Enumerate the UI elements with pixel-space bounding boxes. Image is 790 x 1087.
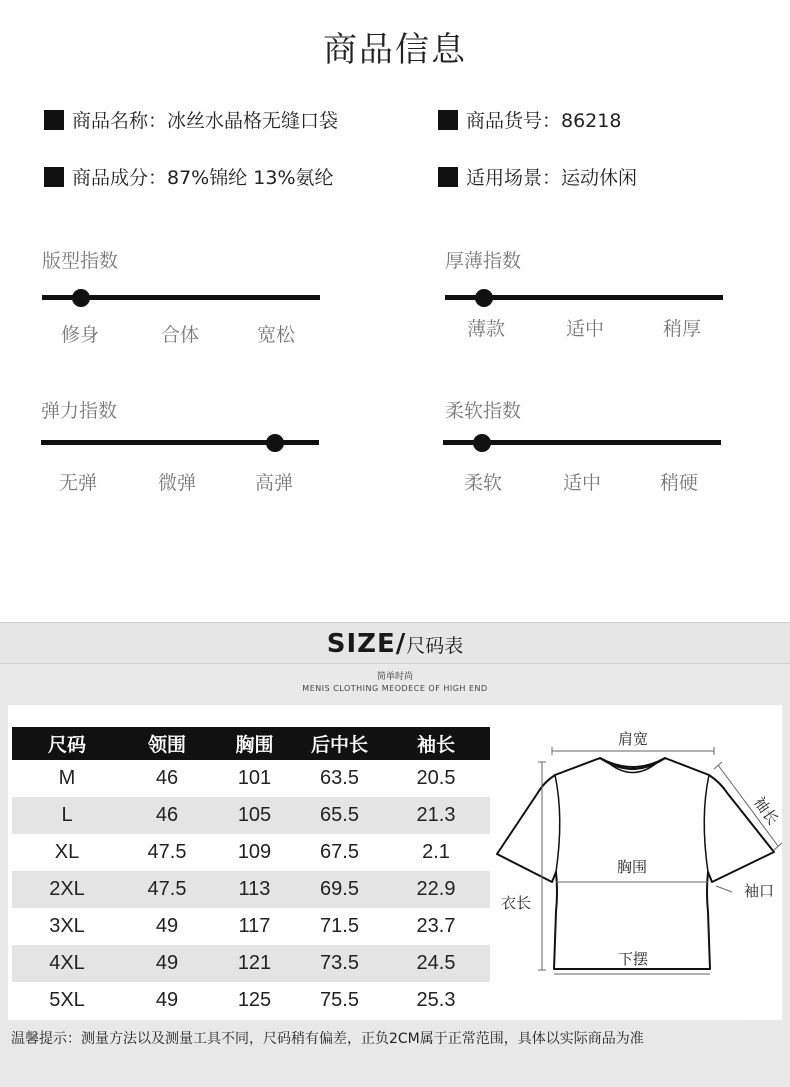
table-cell: 23.7 bbox=[416, 915, 456, 937]
tshirt-measurement-diagram bbox=[492, 722, 782, 1017]
index-label: 微弹 bbox=[157, 472, 196, 494]
table-cell: 49 bbox=[122, 945, 212, 982]
table-cell: 69.5 bbox=[297, 871, 382, 908]
info-scene bbox=[438, 163, 637, 190]
table-row bbox=[12, 945, 490, 982]
index-knob bbox=[473, 434, 491, 452]
material-text: 商品成分：87%锦纶 13%氨纶 bbox=[72, 167, 334, 189]
table-cell: 25.3 bbox=[416, 989, 456, 1011]
table-cell: 49 bbox=[155, 989, 179, 1011]
size-subtitle-en: MENIS CLOTHING MEODECE OF HIGH END bbox=[302, 684, 488, 693]
index-knob bbox=[266, 434, 284, 452]
index-softness bbox=[443, 396, 723, 506]
diagram-label-sleeve: 袖长 bbox=[750, 793, 782, 829]
size-table-header: 袖长 bbox=[382, 727, 490, 760]
table-cell: 21.3 bbox=[382, 797, 490, 834]
table-cell: 2XL bbox=[12, 871, 122, 908]
size-header bbox=[0, 622, 790, 664]
size-table-header: 后中长 bbox=[297, 727, 382, 760]
table-cell: 47.5 bbox=[122, 871, 212, 908]
table-cell: 24.5 bbox=[382, 945, 490, 982]
table-cell: 105 bbox=[212, 797, 297, 834]
info-material bbox=[44, 163, 334, 190]
index-label: 适中 bbox=[562, 472, 601, 494]
table-cell: 46 bbox=[122, 797, 212, 834]
size-table-header: 胸围 bbox=[212, 727, 297, 760]
size-table bbox=[12, 727, 490, 1019]
table-row bbox=[12, 834, 490, 871]
info-product-name bbox=[44, 106, 338, 133]
table-cell: 75.5 bbox=[320, 989, 359, 1011]
diagram-label-cuff: 袖口 bbox=[744, 882, 775, 900]
table-cell: 113 bbox=[212, 871, 297, 908]
table-cell: 46 bbox=[155, 767, 179, 789]
index-fit bbox=[42, 246, 322, 356]
index-knob bbox=[72, 289, 90, 307]
index-knob bbox=[475, 289, 493, 307]
scene-text: 适用场景：运动休闲 bbox=[466, 167, 638, 189]
table-cell: 2.1 bbox=[422, 841, 450, 863]
table-cell: XL bbox=[54, 841, 80, 863]
table-cell: 49 bbox=[155, 915, 179, 937]
table-cell: 71.5 bbox=[320, 915, 359, 937]
index-label: 稍厚 bbox=[662, 318, 701, 340]
index-label: 适中 bbox=[565, 318, 604, 340]
table-row bbox=[12, 760, 490, 797]
table-cell: 47.5 bbox=[147, 841, 187, 863]
table-cell: 67.5 bbox=[320, 841, 359, 863]
table-cell: 4XL bbox=[12, 945, 122, 982]
size-table-header: 领围 bbox=[122, 727, 212, 760]
index-thickness bbox=[445, 246, 725, 356]
table-row bbox=[12, 908, 490, 945]
index-elasticity bbox=[41, 396, 321, 506]
product-name-text: 商品名称：冰丝水晶格无缝口袋 bbox=[72, 110, 339, 132]
table-cell: 63.5 bbox=[320, 767, 359, 789]
info-sku bbox=[438, 106, 621, 133]
index-title: 厚薄指数 bbox=[445, 250, 522, 272]
table-cell: 65.5 bbox=[297, 797, 382, 834]
table-cell: M bbox=[58, 767, 76, 789]
table-cell: 121 bbox=[212, 945, 297, 982]
table-cell: 22.9 bbox=[382, 871, 490, 908]
table-row bbox=[12, 871, 490, 908]
table-cell: 3XL bbox=[49, 915, 85, 937]
table-cell: 125 bbox=[237, 989, 272, 1011]
table-cell: 101 bbox=[237, 767, 272, 789]
table-row bbox=[12, 797, 490, 834]
diagram-label-length: 衣长 bbox=[501, 894, 532, 912]
measurement-note: 温馨提示：测量方法以及测量工具不同，尺码稍有偏差，正负2CM属于正常范围，具体以实际商品为准 bbox=[8, 1023, 744, 1055]
index-label: 宽松 bbox=[256, 324, 295, 346]
table-cell: 73.5 bbox=[297, 945, 382, 982]
bullet-square-icon bbox=[438, 110, 458, 130]
cuff-measure-line bbox=[716, 886, 732, 892]
diagram-label-hem: 下摆 bbox=[617, 950, 649, 968]
table-cell: 20.5 bbox=[416, 767, 456, 789]
index-label: 稍硬 bbox=[659, 472, 698, 494]
bullet-square-icon bbox=[438, 167, 458, 187]
index-label: 合体 bbox=[160, 324, 199, 346]
table-cell: 109 bbox=[237, 841, 272, 863]
index-title: 版型指数 bbox=[42, 250, 119, 272]
index-label: 柔软 bbox=[463, 472, 502, 494]
index-label: 无弹 bbox=[58, 472, 97, 494]
diagram-label-shoulder: 肩宽 bbox=[617, 730, 649, 748]
page-title: 商品信息 bbox=[323, 30, 467, 70]
size-title-big: SIZE/ bbox=[326, 629, 407, 659]
table-cell: 5XL bbox=[49, 989, 85, 1011]
index-label: 高弹 bbox=[254, 472, 293, 494]
sku-text: 商品货号：86218 bbox=[466, 110, 622, 132]
table-cell: L bbox=[12, 797, 122, 834]
index-title: 柔软指数 bbox=[445, 400, 522, 422]
diagram-label-chest: 胸围 bbox=[616, 858, 648, 876]
size-subtitle-cn: 简单时尚 bbox=[376, 672, 413, 682]
index-title: 弹力指数 bbox=[41, 400, 118, 422]
size-title-small: 尺码表 bbox=[406, 635, 464, 657]
table-row bbox=[12, 982, 490, 1019]
index-label: 修身 bbox=[60, 324, 99, 346]
bullet-square-icon bbox=[44, 110, 64, 130]
index-label: 薄款 bbox=[466, 318, 505, 340]
bullet-square-icon bbox=[44, 167, 64, 187]
table-cell: 117 bbox=[238, 915, 271, 937]
size-table-header: 尺码 bbox=[12, 727, 122, 760]
size-table-header-row bbox=[12, 727, 490, 760]
